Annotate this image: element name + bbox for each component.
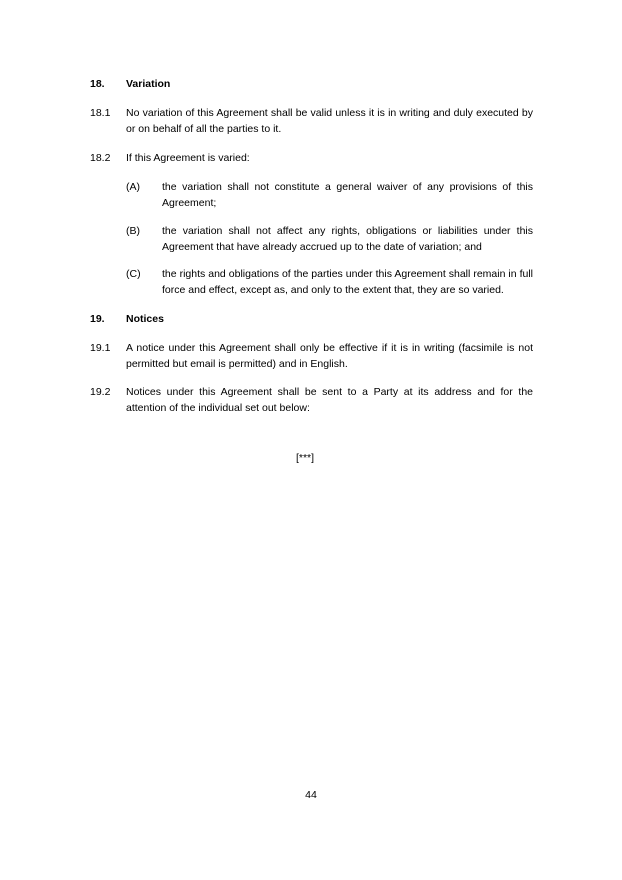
subclause-text: the variation shall not constitute a general waiver of any provisions of this Agreement; [162,181,533,209]
clause-19-2 [90,384,533,416]
clause-number: 19.2 [90,386,111,398]
subclause-text: the rights and obligations of the parties under this Agreement shall remain in full force and effect, except as, and only to the extent that, they are so varied. [162,268,533,296]
clause-number: 19.1 [90,342,111,354]
section-number: 19. [90,313,105,325]
placeholder-text: [***] [295,452,315,464]
clause-18-2 [90,150,533,166]
section-title: Notices [126,313,164,325]
clause-number: 18.2 [90,152,111,164]
clause-text: No variation of this Agreement shall be valid unless it is in writing and duly executed by or on behalf of all the parties to it. [126,107,533,135]
subclause-b [126,223,533,255]
clause-text: A notice under this Agreement shall only be effective if it is in writing (facsimile is not permitted but email is permitted) and in English. [126,342,533,370]
clause-18-1 [90,105,533,137]
subclause-c [126,266,533,298]
subclause-number: (A) [126,181,140,193]
section-number: 18. [90,78,105,90]
clause-19-1 [90,340,533,372]
page-number: 44 [305,789,317,801]
clause-number: 18.1 [90,107,111,119]
subclause-number: (C) [126,268,141,280]
section-title: Variation [126,78,171,90]
subclause-a [126,179,533,211]
subclause-text: the variation shall not affect any rights, obligations or liabilities under this Agreement that have already accrued up to the date of variation; and [162,225,533,253]
clause-text: Notices under this Agreement shall be sent to a Party at its address and for the attention of the individual set out below: [126,386,533,414]
clause-text: If this Agreement is varied: [126,152,250,164]
subclause-number: (B) [126,225,140,237]
